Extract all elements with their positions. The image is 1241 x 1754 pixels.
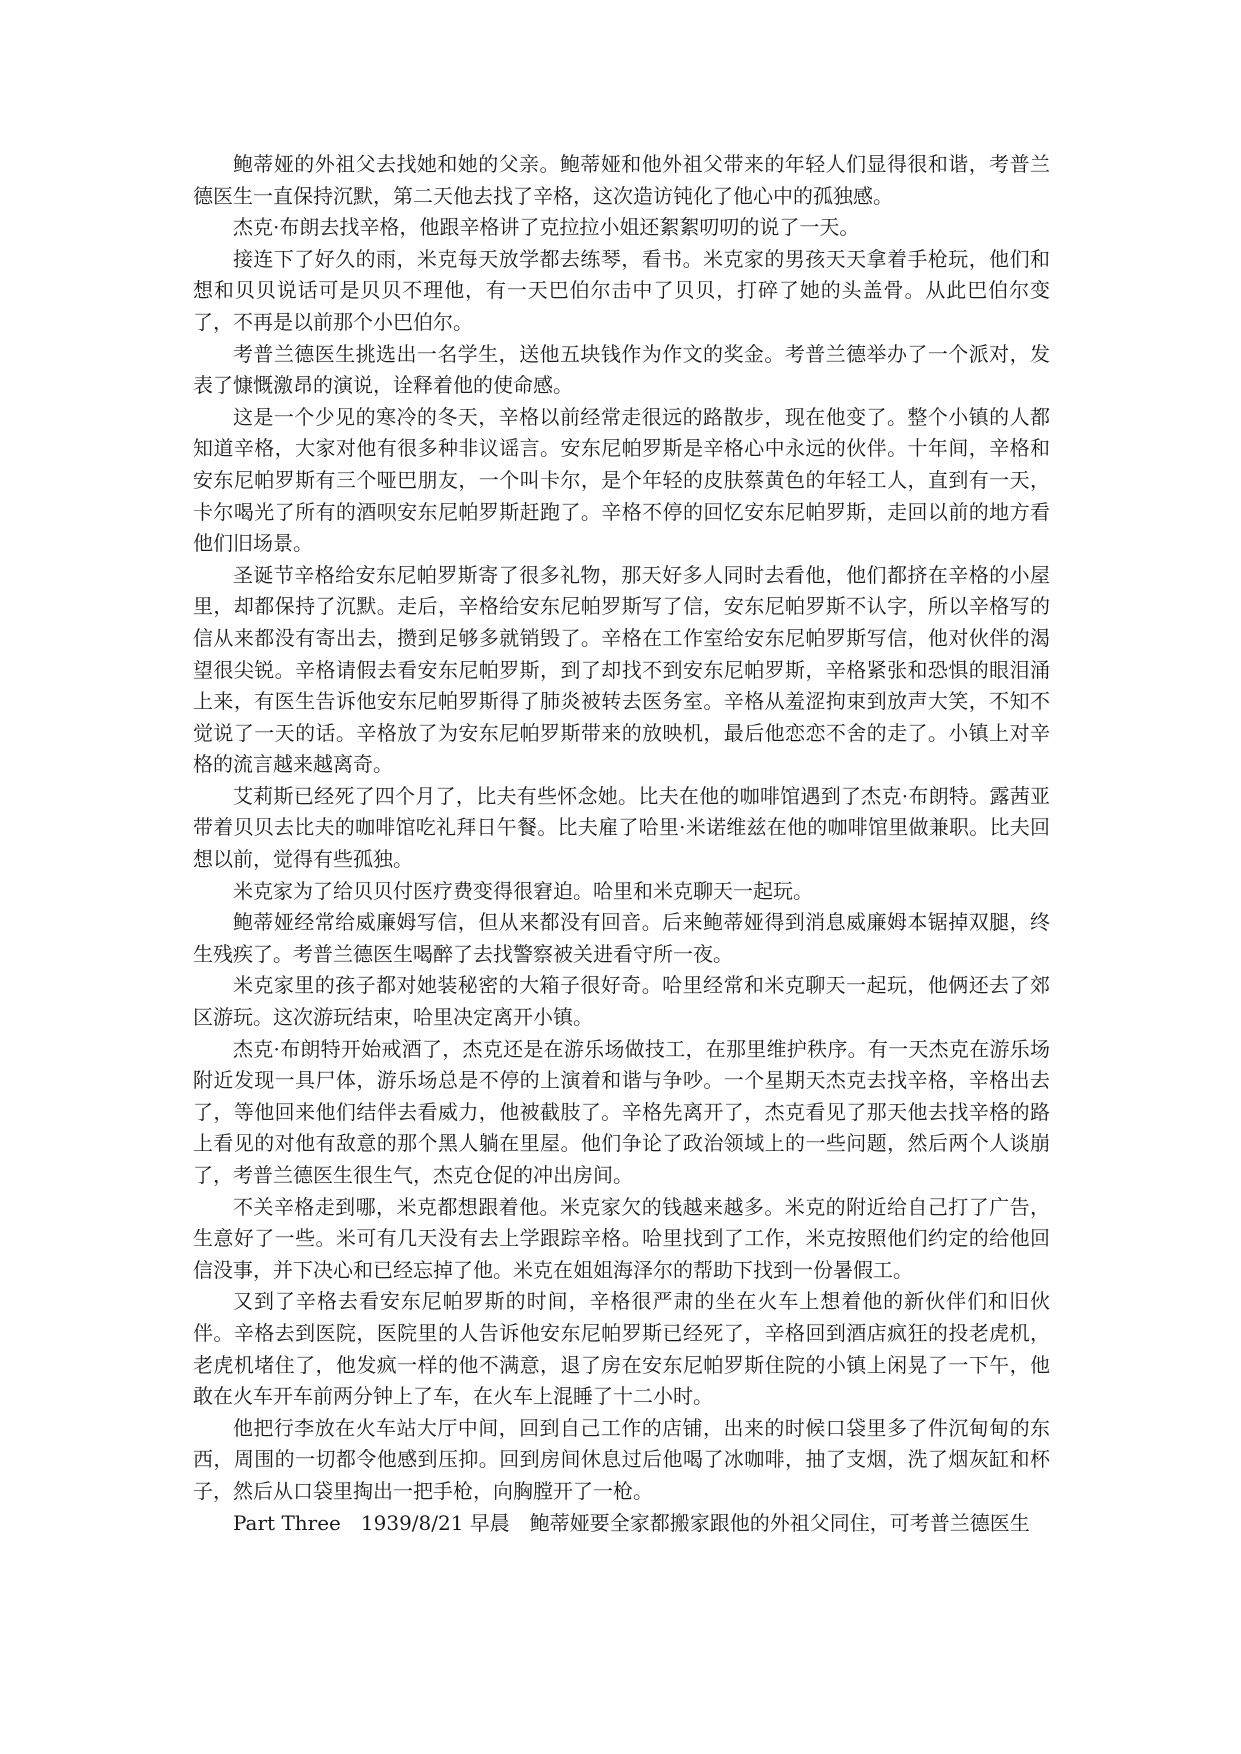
paragraph: 杰克·布朗去找辛格，他跟辛格讲了克拉拉小姐还絮絮叨叨的说了一天。 [233, 215, 860, 240]
paragraph: 考普兰德医生挑选出一名学生，送他五块钱作为作文的奖金。考普兰德举办了一个派对，发表了慷慨激昂的演说，诠释着他的使命感。 [193, 341, 1050, 398]
paragraph: 又到了辛格去看安东尼帕罗斯的时间，辛格很严肃的坐在火车上想着他的新伙伴们和旧伙伴。辛格去到医院，医院里的人告诉他安东尼帕罗斯已经死了，辛格回到酒店疯狂的投老虎机，老虎机堵住了，他发疯一样的他不满意，退了房在安东尼帕罗斯住院的小镇上闲晃了一下午，他敢在火车开车前两分钟上了车，在火车上混睡了十二小时。 [193, 1289, 1050, 1409]
paragraph: 不关辛格走到哪，米克都想跟着他。米克家欠的钱越来越多。米克的附近给自己打了广告，生意好了一些。米可有几天没有去上学跟踪辛格。哈里找到了工作，米克按照他们约定的给他回信没事，并下决心和已经忘掉了他。米克在姐姐海泽尔的帮助下找到一份暑假工。 [193, 1194, 1050, 1282]
paragraph: 米克家里的孩子都对她装秘密的大箱子很好奇。哈里经常和米克聊天一起玩，他俩还去了郊区游玩。这次游玩结束，哈里决定离开小镇。 [193, 973, 1050, 1030]
paragraph: 杰克·布朗特开始戒酒了，杰克还是在游乐场做技工，在那里维护秩序。有一天杰克在游乐场附近发现一具尸体，游乐场总是不停的上演着和谐与争吵。一个星期天杰克去找辛格，辛格出去了，等他回来他们结伴去看威力，他被截肢了。辛格先离开了，杰克看见了那天他去找辛格的路上看见的对他有敌意的那个黑人躺在里屋。他们争论了政治领域上的一些问题，然后两个人谈崩了，考普兰德医生很生气，杰克仓促的冲出房间。 [193, 1036, 1050, 1187]
paragraph: 这是一个少见的寒冷的冬天，辛格以前经常走很远的路散步，现在他变了。整个小镇的人都知道辛格，大家对他有很多种非议谣言。安东尼帕罗斯是辛格心中永远的伙伴。十年间，辛格和安东尼帕罗斯有三个哑巴朋友，一个叫卡尔，是个年轻的皮肤蔡黄色的年轻工人，直到有一天，卡尔喝光了所有的酒呗安东尼帕罗斯赶跑了。辛格不停的回忆安东尼帕罗斯，走回以前的地方看他们旧场景。 [193, 404, 1050, 556]
paragraph: 米克家为了给贝贝付医疗费变得很窘迫。哈里和米克聊天一起玩。 [233, 878, 813, 903]
paragraph: 圣诞节辛格给安东尼帕罗斯寄了很多礼物，那天好多人同时去看他，他们都挤在辛格的小屋里，却都保持了沉默。走后，辛格给安东尼帕罗斯写了信，安东尼帕罗斯不认字，所以辛格写的信从来都没有寄出去，攒到足够多就销毁了。辛格在工作室给安东尼帕罗斯写信，他对伙伴的渴望很尖锐。辛格请假去看安东尼帕罗斯，到了却找不到安东尼帕罗斯，辛格紧张和恐惧的眼泪涌上来，有医生告诉他安东尼帕罗斯得了肺炎被转去医务室。辛格从羞涩拘束到放声大笑，不知不觉说了一天的话。辛格放了为安东尼帕罗斯带来的放映机，最后他恋恋不舍的走了。小镇上对辛格的流言越来越离奇。 [193, 562, 1050, 777]
paragraph: 接连下了好久的雨，米克每天放学都去练琴，看书。米克家的男孩天天拿着手枪玩，他们和想和贝贝说话可是贝贝不理他，有一天巴伯尔击中了贝贝，打碎了她的头盖骨。从此巴伯尔变了，不再是以前那个小巴伯尔。 [193, 246, 1050, 334]
paragraph: 鲍蒂娅经常给威廉姆写信，但从来都没有回音。后来鲍蒂娅得到消息威廉姆本锯掉双腿，终生残疾了。考普兰德医生喝醉了去找警察被关进看守所一夜。 [193, 910, 1050, 966]
body-text [193, 149, 1050, 1539]
part-heading-line: Part Three 1939/8/21 早晨 鲍蒂娅要全家都搬家跟他的外祖父同住，可考普兰德医生 [233, 1510, 1030, 1535]
paragraph: 鲍蒂娅的外祖父去找她和她的父亲。鲍蒂娅和他外祖父带来的年轻人们显得很和谐，考普兰德医生一直保持沉默，第二天他去找了辛格，这次造访钝化了他心中的孤独感。 [193, 152, 1050, 208]
paragraph: 他把行李放在火车站大厅中间，回到自己工作的店铺，出来的时候口袋里多了件沉甸甸的东西，周围的一切都令他感到压抑。回到房间休息过后他喝了冰咖啡，抽了支烟，洗了烟灰缸和杯子，然后从口袋里掏出一把手枪，向胸膛开了一枪。 [193, 1415, 1050, 1503]
paragraph: 艾莉斯已经死了四个月了，比夫有些怀念她。比夫在他的咖啡馆遇到了杰克·布朗特。露茜亚带着贝贝去比夫的咖啡馆吃礼拜日午餐。比夫雇了哈里·米诺维兹在他的咖啡馆里做兼职。比夫回想以前，觉得有些孤独。 [193, 783, 1050, 872]
